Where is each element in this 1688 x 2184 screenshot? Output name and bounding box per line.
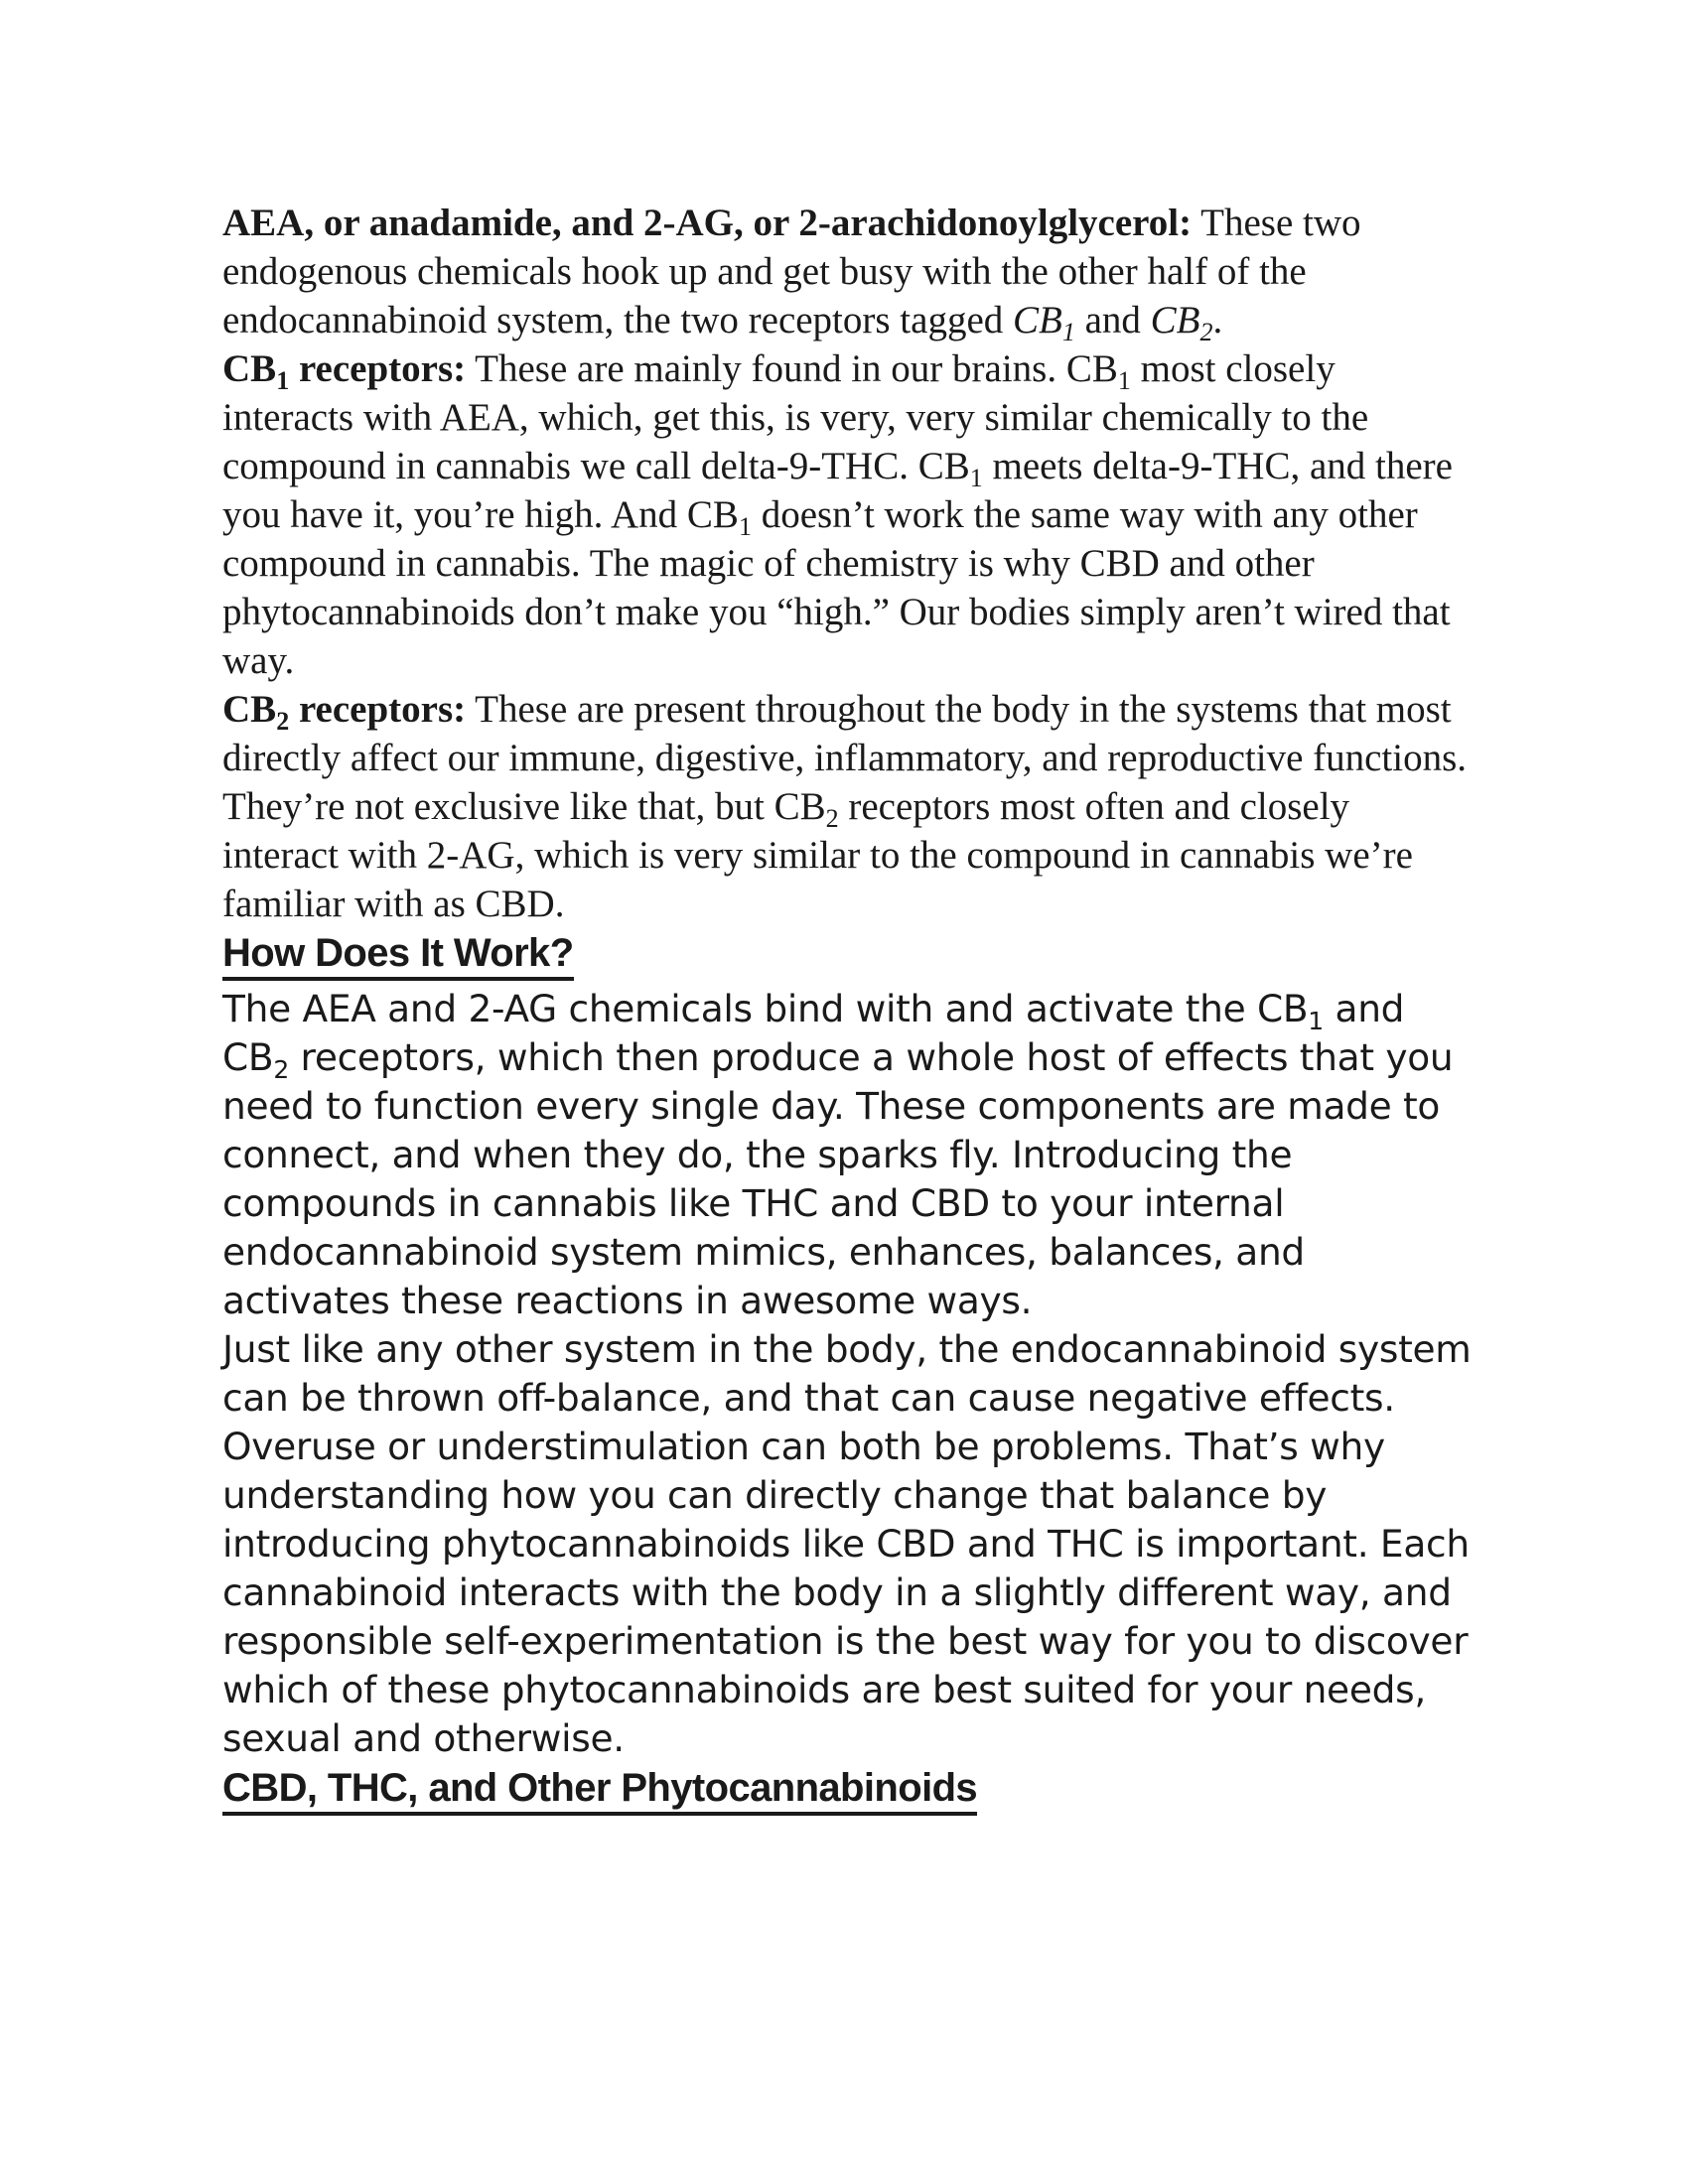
term-cb1-receptors: $CB_1$ receptors: [222, 347, 467, 395]
term-aea-2ag: AEA, or anadamide, and 2-AG, or 2-arachidonoylglycerol: [222, 202, 1193, 244]
document-page [222, 199, 1474, 1820]
paragraph-balance: Just like any other system in the body, the endocannabinoid system can be thrown off-balance, and that can cause negative effects. Overuse or understimulation can both be problems. That’s why understanding how you can directly change that balance by introducing phytocannabinoids like CBD and THC is important. Each cannabinoid interacts with the body in a slightly different way, and responsible self-experimentation is the best way for you to discover which of these phytocannabinoids are best suited for your needs, sexual and otherwise. [222, 1327, 1472, 1760]
serif-definitions [222, 199, 1474, 928]
paragraph-activation: The AEA and 2-AG chemicals bind with and activate the $CB_1$ and $CB_2$ receptors, which then produce a whole host of effects that you need to function every single day. These components are made to connect, and when they do, the sparks fly. Introducing the compounds in cannabis like THC and CBD to your internal endocannabinoid system mimics, enhances, balances, and activates these reactions in awesome ways. [222, 987, 1454, 1322]
section-heading-phytocannabinoids: CBD, THC, and Other Phytocannabinoids [222, 1765, 977, 1816]
paragraph-aea-2ag: AEA, or anadamide, and 2-AG, or 2-arachidonoylglycerol: These two endogenous chemicals hook up and get busy with the other half of the endocannabinoid system, the two receptors tagged $CB_1$ and $CB_2$. [222, 202, 1361, 346]
sans-body [222, 985, 1474, 1763]
paragraph-cb2-receptors: $CB_2$ receptors: These are present throughout the body in the systems that most directly affect our immune, digestive, inflammatory, and reproductive functions. They’re not exclusive like that, but $CB_2$ receptors most often and closely interact with 2-AG, which is very similar to the compound in cannabis we’re familiar with as CBD. [222, 688, 1468, 925]
term-cb2-receptors: $CB_2$ receptors: [222, 688, 467, 736]
paragraph-cb1-receptors: $CB_1$ receptors: These are mainly found in our brains. $CB_1$ most closely interacts with AEA, which, get this, is very, very similar chemically to the compound in cannabis we call delta-9-THC. $CB_1$ meets delta-9-THC, and there you have it, you’re high. And $CB_1$ doesn’t work the same way with any other compound in cannabis. The magic of chemistry is why CBD and other phytocannabinoids don’t make you “high.” Our bodies simply aren’t wired that way. [222, 347, 1453, 682]
section-heading-how-does-it-work: How Does It Work? [222, 930, 574, 981]
